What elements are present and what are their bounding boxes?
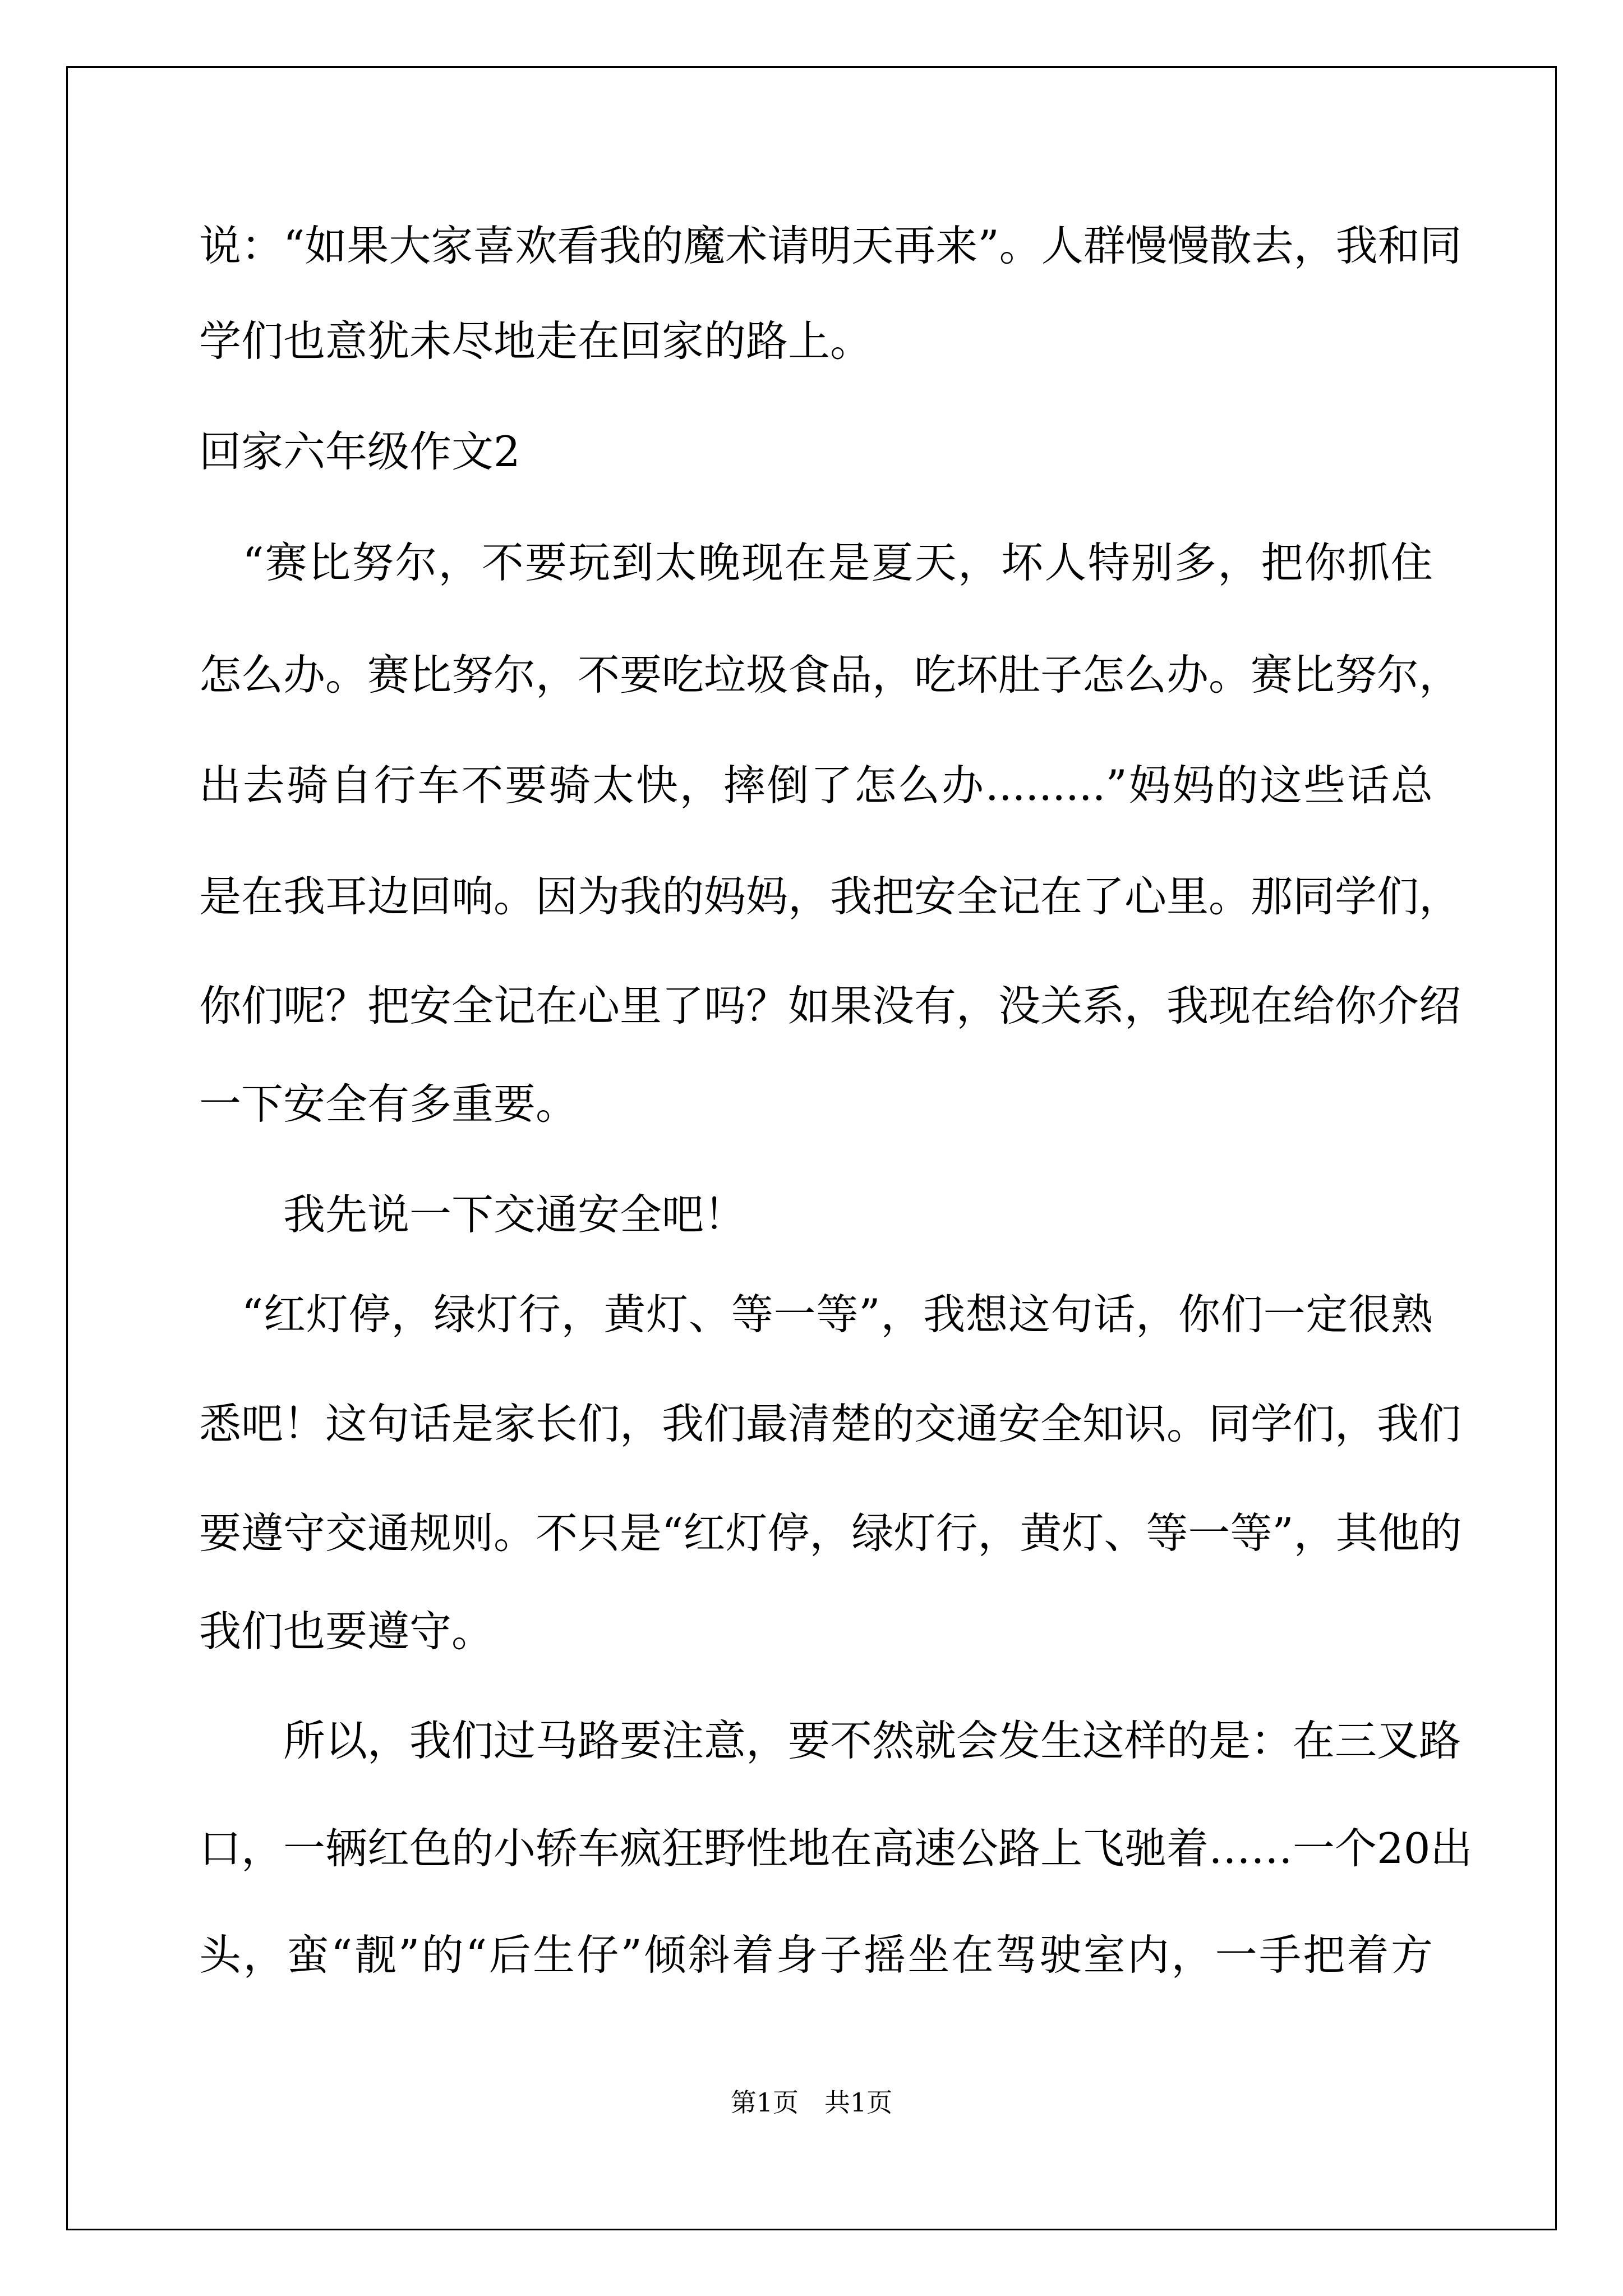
text-line: 悉吧！这句话是家长们，我们最清楚的交通安全知识。同学们，我们: [199, 1399, 1461, 1448]
text-line: 头，蛮“靓”的“后生仔”倾斜着身子摇坐在驾驶室内，一手把着方: [199, 1930, 1433, 1980]
text-line: 一下安全有多重要。: [199, 1079, 578, 1129]
text-line: 所以，我们过马路要注意，要不然就会发生这样的是：在三叉路: [199, 1716, 1461, 1765]
text-line: 你们呢？把安全记在心里了吗？如果没有，没关系，我现在给你介绍: [199, 981, 1461, 1030]
text-line: 学们也意犹未尽地走在回家的路上。: [199, 316, 873, 366]
section-heading: 回家六年级作文2: [199, 427, 520, 476]
text-line: 说：“如果大家喜欢看我的魔术请明天再来”。人群慢慢散去，我和同: [199, 221, 1462, 270]
text-line: “赛比努尔，不要玩到太晚现在是夏天，坏人特别多，把你抓住: [199, 538, 1433, 587]
text-line: 要遵守交通规则。不只是“红灯停，绿灯行，黄灯、等一等”，其他的: [199, 1508, 1462, 1558]
text-line: 口，一辆红色的小轿车疯狂野性地在高速公路上飞驰着……一个20出: [199, 1824, 1473, 1873]
text-line: 我们也要遵守。: [199, 1607, 494, 1656]
page-footer: 第1页 共1页: [730, 2087, 893, 2118]
page-border: [66, 66, 1557, 2230]
text-line: 是在我耳边回响。因为我的妈妈，我把安全记在了心里。那同学们，: [199, 872, 1461, 921]
text-line: 怎么办。赛比努尔，不要吃垃圾食品，吃坏肚子怎么办。赛比努尔，: [199, 650, 1461, 700]
text-line: “红灯停，绿灯行，黄灯、等一等”，我想这句话，你们一定很熟: [199, 1290, 1433, 1339]
text-line: 出去骑自行车不要骑太快，摔倒了怎么办.........”妈妈的这些话总: [199, 761, 1433, 810]
text-line: 我先说一下交通安全吧！: [199, 1190, 746, 1239]
